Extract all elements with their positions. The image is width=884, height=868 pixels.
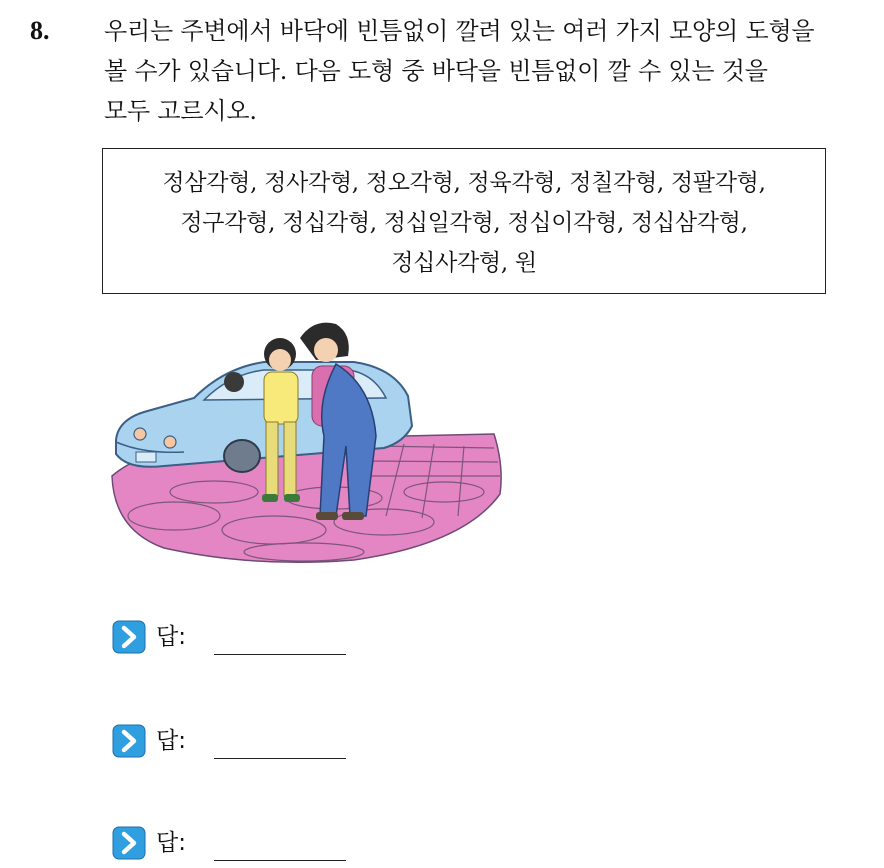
chevron-right-icon bbox=[112, 724, 146, 758]
answer-blank[interactable] bbox=[214, 654, 346, 655]
children-car-floor-illustration bbox=[104, 316, 504, 566]
question-line: 모두 고르시오. bbox=[104, 97, 257, 125]
question-line: 우리는 주변에서 바닥에 빈틈없이 깔려 있는 여러 가지 모양의 도형을 bbox=[104, 17, 815, 45]
shape-choices-line: 정십사각형, 원 bbox=[391, 250, 537, 276]
car-wheel bbox=[224, 440, 260, 472]
answer-row bbox=[112, 826, 372, 866]
answer-label: 답: bbox=[156, 624, 186, 650]
shape-choices-line: 정삼각형, 정사각형, 정오각형, 정육각형, 정칠각형, 정팔각형, bbox=[162, 170, 766, 196]
shape-choices-box bbox=[102, 148, 826, 294]
answer-row bbox=[112, 724, 372, 764]
answer-blank[interactable] bbox=[214, 860, 346, 861]
answer-label: 답: bbox=[156, 830, 186, 856]
car-plate bbox=[136, 452, 156, 462]
question-line: 볼 수가 있습니다. 다음 도형 중 바닥을 빈틈없이 깔 수 있는 것을 bbox=[104, 57, 768, 85]
shape-choices-line: 정구각형, 정십각형, 정십일각형, 정십이각형, 정십삼각형, bbox=[180, 210, 748, 236]
question-number: 8. bbox=[30, 16, 50, 45]
answer-row bbox=[112, 620, 372, 660]
car-headlight bbox=[134, 428, 146, 440]
answer-blank[interactable] bbox=[214, 758, 346, 759]
chevron-right-icon bbox=[112, 826, 146, 860]
car-headlight bbox=[164, 436, 176, 448]
child-in-car bbox=[224, 372, 244, 392]
chevron-right-icon bbox=[112, 620, 146, 654]
question-text bbox=[104, 11, 874, 131]
answer-label: 답: bbox=[156, 728, 186, 754]
